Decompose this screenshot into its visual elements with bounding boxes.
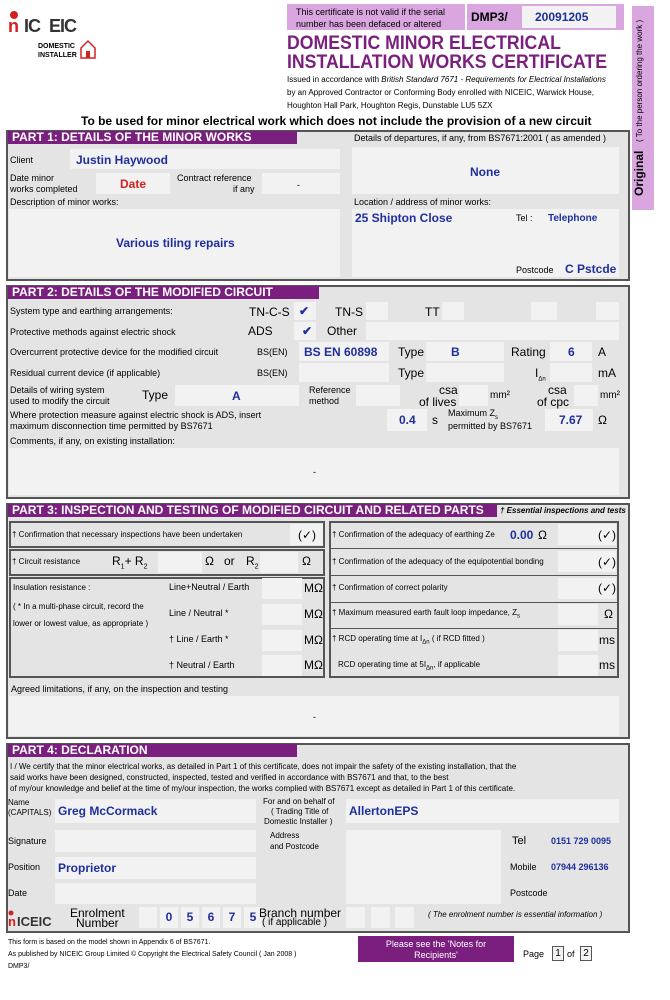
- side-label-original: Original: [632, 150, 646, 196]
- rcd-time5-unit: ms: [599, 658, 615, 672]
- circuit-resistance-label: † Circuit resistance: [12, 557, 81, 566]
- ins-l-n-unit: MΩ: [304, 607, 323, 621]
- branch-box-2[interactable]: [371, 907, 390, 928]
- footer-line-2: As published by NICEIC Group Limited © Copyright the Electrical Safety Council ( Jan 2008 ): [8, 951, 297, 958]
- declaration-line-1: I / We certify that the minor electrical works, as detailed in Part 1 of this certificate, does not impair the safety of the existing installation, that the: [10, 762, 517, 771]
- earthing-label: System type and earthing arrangements:: [10, 306, 173, 316]
- contract-value: -: [297, 180, 300, 190]
- doc-title-line1: DOMESTIC MINOR ELECTRICAL: [287, 33, 561, 54]
- ins-ln-e-unit: MΩ: [304, 581, 323, 595]
- date-label-1: Date minor: [10, 173, 55, 183]
- footer-code: DMP3/: [8, 963, 30, 970]
- behalf-label-1: For and on behalf of: [263, 797, 335, 806]
- doc-subtitle: To be used for minor electrical work which does not include the provision of a new circuit: [81, 114, 592, 128]
- date4-field[interactable]: [55, 883, 256, 904]
- client-value: Justin Haywood: [76, 153, 169, 167]
- comments-label: Comments, if any, on existing installation:: [10, 436, 175, 446]
- essential-note: † Essential inspections and tests: [500, 506, 626, 515]
- niceic-logo: [8, 8, 96, 62]
- csa-lives-field[interactable]: [459, 385, 488, 406]
- comments-value: -: [313, 467, 316, 477]
- rcd-idn-label: $I_{\Delta n}$: [535, 366, 546, 383]
- rcd-label: Residual current device (if applicable): [10, 368, 161, 378]
- tel-value: Telephone: [548, 213, 598, 224]
- max-zs-label-1: Maximum $Z_s$: [448, 408, 498, 421]
- wiring-label-2: used to modify the circuit: [10, 396, 110, 406]
- address-field[interactable]: [346, 830, 501, 904]
- part1-heading: PART 1: DETAILS OF THE MINOR WORKS: [8, 131, 297, 144]
- csa-cpc-unit: mm²: [600, 390, 620, 401]
- tel4-value: 0151 729 0095: [551, 836, 612, 846]
- rcd-type-field[interactable]: [426, 363, 504, 382]
- contract-label-2: if any: [233, 184, 255, 194]
- svg-text:n: n: [8, 16, 18, 36]
- postcode-value: C Pstcde: [565, 262, 617, 276]
- tel4-label: Tel: [512, 835, 527, 847]
- r1r2-unit: Ω: [205, 554, 214, 568]
- rcd-time-label: † RCD operating time at $I_{\Delta n}$ ( if RCD fitted ): [332, 634, 485, 646]
- declaration-line-3: of my/our knowledge and belief at the time of my/our inspection, the works complied with BS7671 except as detailed in Part 1 of this certificate.: [10, 784, 516, 793]
- insulation-note-1: ( * In a multi-phase circuit, record the: [13, 602, 144, 611]
- rcd-ma-unit: mA: [598, 366, 616, 380]
- max-zs-measured-unit: Ω: [604, 607, 613, 621]
- polarity-label: † Confirmation of correct polarity: [332, 583, 448, 592]
- earthing-extra-2[interactable]: [596, 302, 619, 320]
- postcode-label: Postcode: [516, 265, 554, 275]
- serial-number: 20091205: [535, 10, 589, 24]
- serial-prefix: DMP3/: [471, 10, 508, 24]
- branch-label-2: ( if applicable ): [262, 917, 328, 928]
- departures-value: None: [470, 165, 500, 179]
- ocpd-type-field[interactable]: [426, 342, 504, 361]
- polarity-check: (✓): [598, 581, 617, 595]
- ocpd-type-label: Type: [398, 345, 425, 359]
- insulation-label: Insulation resistance :: [13, 583, 91, 592]
- ins-l-n-field[interactable]: [262, 604, 302, 625]
- ocpd-type-value: B: [451, 345, 460, 359]
- ins-l-e-label: † Line / Earth *: [169, 634, 229, 644]
- name-value: Greg McCormack: [58, 804, 158, 818]
- rcd-idn-field[interactable]: [550, 363, 592, 382]
- max-zs-unit: Ω: [598, 413, 607, 427]
- notes-button-line-2: Recipients': [414, 950, 458, 960]
- enrolment-digit-box[interactable]: 7: [223, 907, 241, 928]
- logo-sub-domestic: DOMESTIC: [38, 43, 75, 50]
- contract-field[interactable]: [262, 173, 340, 194]
- rcd-type-label: Type: [398, 366, 425, 380]
- ins-l-e-field[interactable]: [262, 630, 302, 651]
- csa-cpc-label-2: of cpc: [537, 395, 570, 409]
- position-label: Position: [8, 862, 41, 872]
- wiring-label-1: Details of wiring system: [10, 385, 105, 395]
- tncs-tick-icon: ✔: [299, 304, 310, 318]
- behalf-label-2: ( Trading Title of: [271, 807, 329, 816]
- ads-tick-icon: ✔: [302, 324, 313, 338]
- date4-label: Date: [8, 888, 28, 898]
- earthing-adequacy-check: (✓): [598, 528, 617, 542]
- rcd-bsen-field[interactable]: [299, 363, 389, 382]
- signature-label: Signature: [8, 836, 47, 846]
- location-label: Location / address of minor works:: [354, 197, 492, 207]
- enrolment-digit-box[interactable]: 6: [202, 907, 220, 928]
- notes-for-recipients-button[interactable]: [358, 936, 514, 962]
- behalf-label-3: Domestic Installer ): [264, 817, 333, 826]
- earthing-tt: TT: [425, 305, 440, 319]
- csa-lives-label-1: csa: [439, 383, 458, 397]
- csa-cpc-field[interactable]: [574, 385, 598, 406]
- page-of: of: [567, 949, 575, 959]
- wiring-type-value: A: [232, 389, 241, 403]
- r2-field[interactable]: [260, 552, 298, 573]
- protective-other: Other: [327, 324, 358, 338]
- enrolment-digit-box[interactable]: [139, 907, 157, 928]
- behalf-value: AllertonEPS: [349, 804, 419, 818]
- enrolment-label-1: Enrolment: [70, 906, 125, 920]
- client-label: Client: [10, 155, 34, 165]
- ocpd-rating-value: 6: [568, 345, 575, 359]
- rcd-time-field[interactable]: [558, 630, 598, 651]
- niceic-footer-logo: [8, 909, 58, 929]
- svg-text:n: n: [8, 914, 16, 929]
- signature-field[interactable]: [55, 830, 256, 852]
- branch-box-3[interactable]: [395, 907, 414, 928]
- contract-label-1: Contract reference: [177, 173, 252, 183]
- enrolment-digit-box[interactable]: 5: [181, 907, 199, 928]
- ocpd-label: Overcurrent protective device for the modified circuit: [10, 347, 219, 357]
- earthing-tns: TN-S: [335, 305, 363, 319]
- ocpd-bsen-label: BS(EN): [257, 347, 288, 357]
- ocpd-amp-unit: A: [598, 345, 607, 359]
- mobile-value: 07944 296136: [551, 862, 609, 872]
- protective-ads: ADS: [248, 324, 273, 338]
- declaration-line-2: said works have been designed, constructed, inspected, tested and verified in accordance with BS7671 and that, to the best: [10, 773, 449, 782]
- location-value: 25 Shipton Close: [355, 211, 453, 225]
- tel-label: Tel :: [516, 213, 533, 223]
- postcode4-label: Postcode: [510, 888, 548, 898]
- part4-heading: PART 4: DECLARATION: [8, 744, 297, 757]
- or-label: or: [224, 554, 235, 568]
- ref-method-label-1: Reference: [309, 385, 351, 395]
- ocpd-rating-label: Rating: [511, 345, 546, 359]
- mobile-label: Mobile: [510, 862, 537, 872]
- address-label-1: Address: [270, 831, 300, 840]
- description-value: Various tiling repairs: [116, 236, 235, 250]
- confirm-inspections-check: (✓): [298, 528, 317, 542]
- csa-lives-unit: mm²: [490, 390, 510, 401]
- ze-value: 0.00: [510, 528, 534, 542]
- confirm-inspections-label: † Confirmation that necessary inspections have been undertaken: [12, 530, 243, 539]
- tt-checkbox[interactable]: [442, 302, 464, 320]
- bonding-label: † Confirmation of the adequacy of the equipotential bonding: [332, 557, 544, 566]
- disconnection-time-value: 0.4: [399, 413, 416, 427]
- ze-unit: Ω: [538, 528, 547, 542]
- r2-label: $R_2$: [246, 554, 259, 571]
- ads-note-2: maximum disconnection time permitted by BS7671: [10, 421, 213, 431]
- svg-text:EIC: EIC: [49, 16, 77, 36]
- ins-n-e-field[interactable]: [262, 655, 302, 676]
- part2-heading: PART 2: DETAILS OF THE MODIFIED CIRCUIT: [8, 286, 319, 299]
- address-label-2: and Postcode: [270, 842, 319, 851]
- csa-lives-label-2: of lives: [419, 395, 457, 409]
- page-number: 1: [552, 946, 564, 961]
- rcd-time5-field[interactable]: [558, 655, 598, 676]
- side-note: ( To the person ordering the work ): [635, 19, 644, 142]
- disconnection-time-unit: s: [432, 413, 438, 427]
- page-label: Page: [523, 949, 545, 959]
- ref-method-label-2: method: [309, 396, 340, 406]
- name-label-2: (CAPITALS): [8, 808, 52, 817]
- max-zs-measured-label: † Maximum measured earth fault loop impedance, $Z_s$: [332, 608, 520, 620]
- serial-note: This certificate is not valid if the serial number has been defaced or altered: [296, 7, 446, 29]
- wiring-type-label: Type: [142, 388, 169, 402]
- protective-other-field[interactable]: [366, 322, 619, 340]
- branch-box-1[interactable]: [346, 907, 365, 928]
- r1r2-field[interactable]: [158, 552, 202, 573]
- ins-n-e-unit: MΩ: [304, 658, 323, 672]
- earthing-adequacy-label: † Confirmation of the adequacy of earthing Ze: [332, 530, 495, 539]
- footer-line-1: This form is based on the model shown in Appendix 6 of BS7671.: [8, 939, 211, 946]
- enrolment-digit-box[interactable]: 0: [160, 907, 178, 928]
- limitations-value: -: [313, 712, 316, 722]
- logo-sub-installer: INSTALLER: [38, 52, 77, 59]
- earthing-tncs: TN-C-S: [249, 305, 290, 319]
- issued-line2: by an Approved Contractor or Conforming Body enrolled with NICEIC, Warwick House,: [287, 88, 594, 97]
- ins-l-e-unit: MΩ: [304, 633, 323, 647]
- max-zs-value: 7.67: [559, 413, 583, 427]
- ocpd-value: BS EN 60898: [304, 345, 378, 359]
- ins-n-e-label: † Neutral / Earth: [169, 660, 235, 670]
- protective-label: Protective methods against electric shock: [10, 327, 176, 337]
- ins-ln-e-field[interactable]: [262, 578, 302, 599]
- departures-label: Details of departures, if any, from BS7671:2001 ( as amended ): [354, 133, 606, 143]
- earthing-extra-1[interactable]: [531, 302, 557, 320]
- max-zs-measured-field[interactable]: [558, 604, 598, 625]
- date-label-2: works completed: [10, 184, 78, 194]
- ins-l-n-label: Line / Neutral *: [169, 608, 229, 618]
- part3-heading: PART 3: INSPECTION AND TESTING OF MODIFIED CIRCUIT AND RELATED PARTS: [8, 504, 497, 517]
- csa-cpc-label-1: csa: [548, 383, 567, 397]
- enrolment-digit-box[interactable]: 5: [244, 907, 262, 928]
- house-icon: [80, 39, 96, 59]
- rcd-time5-label: RCD operating time at $5I_{\Delta n}$, if applicable: [338, 660, 481, 672]
- svg-text:ICEIC: ICEIC: [17, 914, 52, 929]
- max-zs-label-2: permitted by BS7671: [448, 421, 533, 431]
- issued-line3: Houghton Hall Park, Houghton Regis, Dunstable LU5 5ZX: [287, 101, 493, 110]
- tns-checkbox[interactable]: [366, 302, 388, 320]
- ins-ln-e-label: Line+Neutral / Earth: [169, 582, 250, 592]
- insulation-note-2: lower or lowest value, as appropriate ): [13, 619, 149, 628]
- doc-title-line2: INSTALLATION WORKS CERTIFICATE: [287, 52, 607, 73]
- description-label: Description of minor works:: [10, 197, 119, 207]
- date-value: Date: [120, 177, 147, 191]
- ref-method-field[interactable]: [356, 385, 400, 406]
- name-label-1: Name: [8, 798, 30, 807]
- rcd-time-unit: ms: [599, 633, 615, 647]
- position-value: Proprietor: [58, 861, 117, 875]
- notes-button-line-1: Please see the 'Notes for: [385, 939, 487, 949]
- enrolment-label-2: Number: [76, 916, 119, 930]
- page-total: 2: [580, 946, 592, 961]
- enrolment-note: ( The enrolment number is essential information ): [428, 910, 603, 919]
- r1r2-label: $R_1+ R_2$: [112, 554, 148, 571]
- ads-note-1: Where protection measure against electric shock is ADS, insert: [10, 410, 262, 420]
- issued-line1: Issued in accordance with British Standard 7671 - Requirements for Electrical Installations: [287, 75, 606, 84]
- rcd-bsen-label: BS(EN): [257, 368, 288, 378]
- limitations-label: Agreed limitations, if any, on the inspection and testing: [11, 684, 228, 694]
- branch-label-1: Branch number: [259, 906, 342, 920]
- r2-unit: Ω: [302, 554, 311, 568]
- bonding-check: (✓): [598, 555, 617, 569]
- svg-text:IC: IC: [24, 16, 40, 36]
